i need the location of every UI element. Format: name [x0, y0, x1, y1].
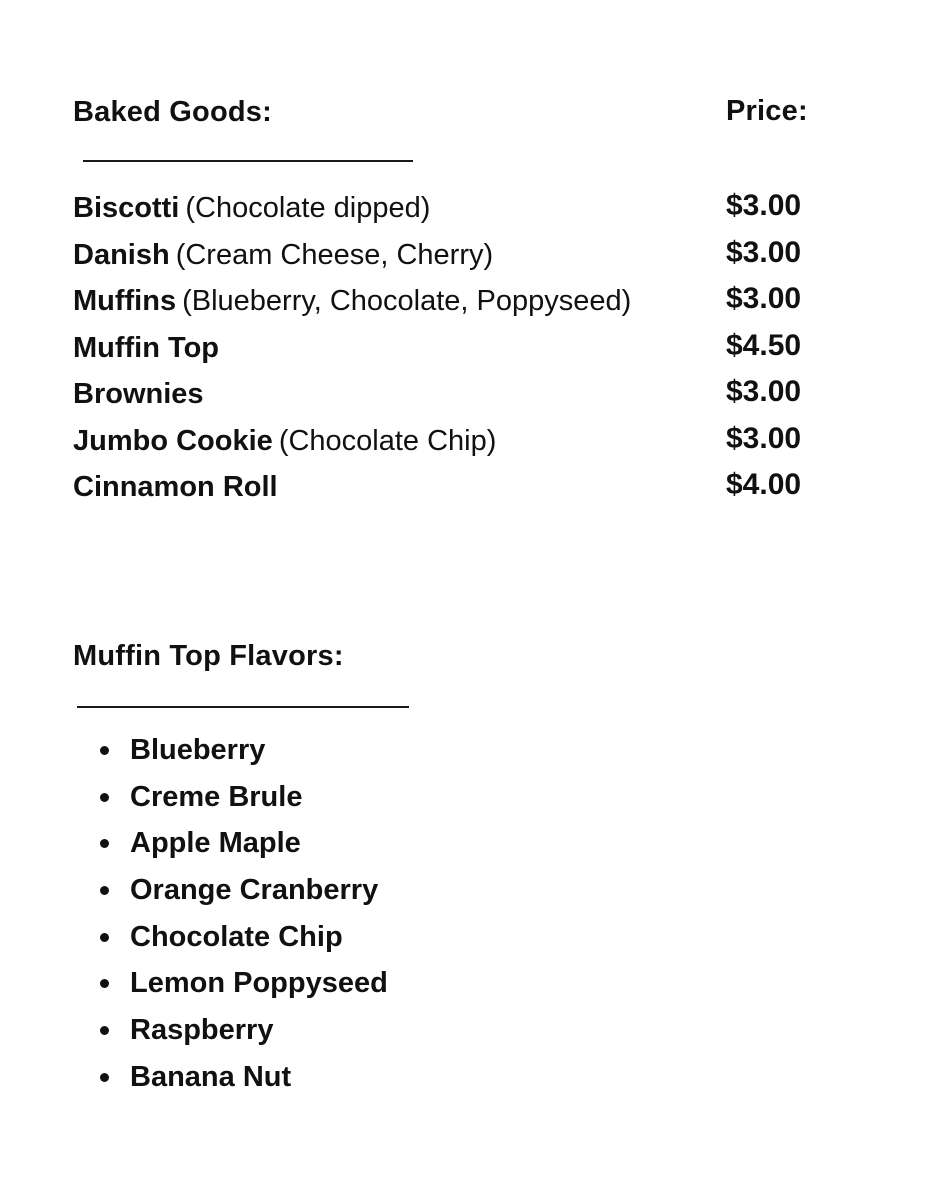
list-item [100, 870, 388, 917]
bullet-icon [100, 793, 109, 802]
list-item [100, 777, 388, 824]
menu-item-biscotti [73, 188, 853, 235]
bullet-icon [100, 1073, 109, 1082]
baked-goods-header: Baked Goods: [73, 96, 272, 128]
item-price: $3.00 [726, 421, 802, 455]
menu-item-brownies [73, 374, 853, 421]
flavor-label: Blueberry [130, 734, 266, 766]
flavor-label: Creme Brule [130, 780, 303, 813]
price-header: Price: [726, 95, 808, 127]
list-item [100, 917, 388, 964]
item-description: (Blueberry, Chocolate, Poppyseed) [182, 285, 632, 317]
flavor-label: Orange Cranberry [130, 874, 379, 907]
baked-goods-list [73, 188, 853, 514]
item-name: Cinnamon Roll [73, 471, 278, 503]
item-price: $3.00 [726, 375, 802, 408]
menu-item-danish [73, 235, 853, 282]
flavor-label: Chocolate Chip [130, 920, 343, 953]
flavor-label: Raspberry [130, 1014, 274, 1047]
item-description: (Cream Cheese, Cherry) [175, 238, 494, 271]
item-price: $3.00 [726, 282, 802, 315]
item-price: $4.50 [726, 328, 802, 362]
list-item [100, 1010, 388, 1057]
item-name: Danish [73, 238, 170, 271]
list-item [100, 963, 388, 1010]
menu-item-muffin-top [73, 328, 853, 375]
item-name: Muffins [73, 285, 177, 317]
item-name: Biscotti [73, 192, 180, 224]
item-name: Brownies [73, 378, 204, 410]
bullet-icon [100, 1026, 109, 1035]
flavor-label: Apple Maple [130, 827, 301, 860]
menu-item-muffins [73, 281, 853, 328]
item-description: (Chocolate dipped) [185, 192, 431, 224]
flavor-label: Banana Nut [130, 1060, 292, 1093]
flavor-label: Lemon Poppyseed [130, 967, 388, 1000]
item-name: Jumbo Cookie [73, 424, 273, 457]
item-price: $3.00 [726, 235, 802, 269]
bullet-icon [100, 979, 109, 988]
item-price: $4.00 [726, 468, 802, 501]
item-description: (Chocolate Chip) [278, 424, 497, 457]
muffin-top-flavors-divider [77, 706, 409, 708]
item-price: $3.00 [726, 189, 802, 222]
list-item [100, 1057, 388, 1104]
item-name: Muffin Top [73, 331, 220, 364]
muffin-top-flavors-header: Muffin Top Flavors: [73, 640, 344, 672]
list-item [100, 823, 388, 870]
muffin-top-flavors-list [100, 730, 388, 1104]
list-item [100, 730, 388, 777]
bullet-icon [100, 839, 109, 848]
menu-item-cinnamon-roll [73, 467, 853, 514]
bullet-icon [100, 746, 109, 755]
bullet-icon [100, 933, 109, 942]
baked-goods-divider [83, 160, 413, 162]
bullet-icon [100, 886, 109, 895]
menu-item-jumbo-cookie [73, 421, 853, 468]
